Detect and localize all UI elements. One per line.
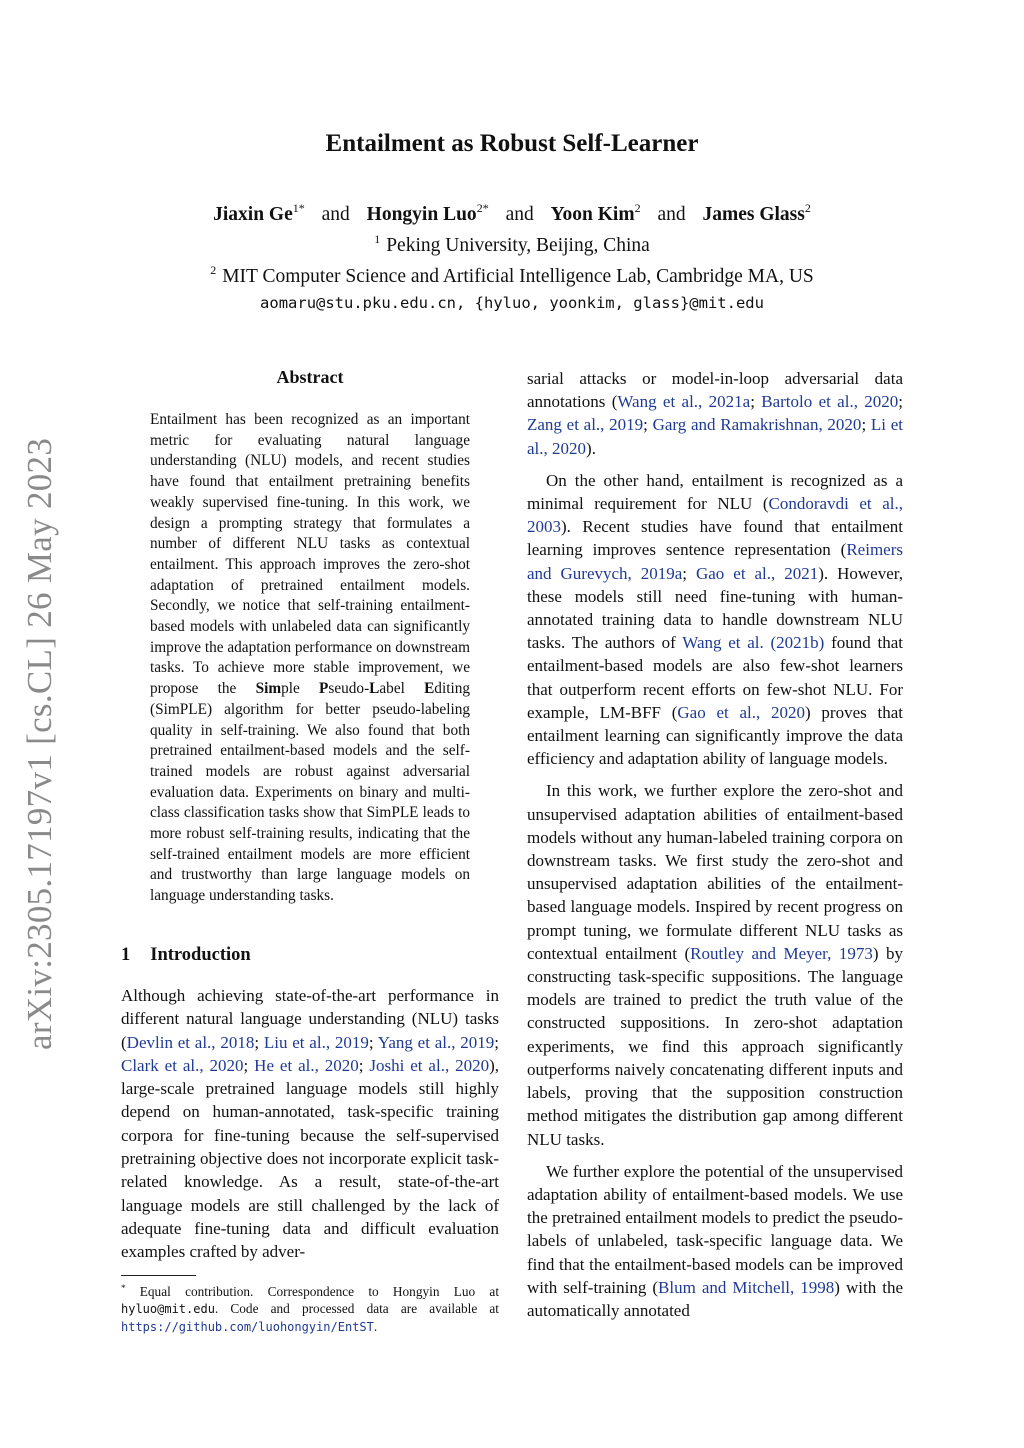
separator: ; xyxy=(898,392,904,412)
abstract-text: Entailment has been recognized as an important metric for evaluating natural language understanding (NLU) models, and recent studies have found that entailment pretraining benefits weakly supervised fine-tuning. In this work, we design a prompting strategy that formulates a number of different NLU tasks as contextual entailment. This approach improves the zero-shot adaptation of pretrained entailment models. Secondly, we notice that self-training entailment-based models with unlabeled data can significantly improve the adaptation performance on downstream tasks. To achieve more stable improvement, we propose the xyxy=(150,411,470,698)
author-mark: 2 xyxy=(804,201,811,215)
citation-link[interactable]: He et al., 2020 xyxy=(254,1055,359,1075)
author-emails: aomaru@stu.pku.edu.cn, {hyluo, yoonkim, glass}@mit.edu xyxy=(260,294,764,312)
separator: ; xyxy=(750,392,762,412)
body-text: Although achieving state-of-the-art performance in different natural language understanding (NLU) tasks ( xyxy=(121,986,499,1052)
acronym-letters: E xyxy=(424,680,435,698)
title-block xyxy=(0,130,1024,315)
body-text: ) by constructing task-specific suppositions. The language models are trained to predict the truth value of the constructed suppositions. In zero-shot adaptation experiments, we find this approach significantly outperforms naively concatenating different inputs and labels, proving that the supposition construction method mitigates the distribution gap among different NLU tasks. xyxy=(527,943,903,1149)
separator: ; xyxy=(861,415,871,435)
footnote-mark: * xyxy=(121,1283,126,1293)
author-mark: 2 xyxy=(634,201,641,215)
abstract-body xyxy=(150,410,470,907)
footnote-text: . Code and processed data are available at xyxy=(214,1301,499,1316)
author-name: James Glass xyxy=(702,204,805,225)
body-text: In this work, we further explore the zero-shot and unsupervised adaptation abilities of entailment-based models without any human-labeled training corpora on downstream tasks. We first study the zero-shot and unsupervised adaptation abilities of the entailment-based language models. Inspired by recent progress on prompt tuning, we formulate different NLU tasks as contextual entailment ( xyxy=(527,781,903,963)
acronym-rest: diting xyxy=(434,680,470,698)
footnote-text: Equal contribution. Correspondence to Hongyin Luo at xyxy=(139,1284,500,1299)
intro-left-column xyxy=(121,984,499,1264)
citation-link[interactable]: Li et al., 2020 xyxy=(527,415,903,458)
citation-link[interactable]: Garg and Ramakrishnan, 2020 xyxy=(652,415,862,435)
section-title: Introduction xyxy=(150,945,251,965)
citation-link[interactable]: Clark et al., 2020 xyxy=(121,1055,244,1075)
body-text: We further explore the potential of the unsupervised adaptation ability of entailment-based models. We use the pretrained entailment models to predict the pseudo-labels of unlabeled, task-specific language data. We find that the entailment-based models can be improved with self-training ( xyxy=(527,1161,903,1297)
footnote-email: hyluo@mit.edu xyxy=(121,1302,215,1316)
paragraph xyxy=(527,1160,903,1322)
arxiv-sidebar-stamp: arXiv:2305.17197v1 [cs.CL] 26 May 2023 xyxy=(20,437,59,1050)
paragraph xyxy=(121,984,499,1264)
intro-right-column xyxy=(527,367,903,1331)
paper-title: Entailment as Robust Self-Learner xyxy=(325,130,699,157)
author-separator: and xyxy=(657,204,686,225)
separator: ; xyxy=(643,415,653,435)
footnote xyxy=(121,1280,499,1336)
citation-link[interactable]: Devlin et al., 2018 xyxy=(126,1032,255,1052)
body-text: ). Recent studies have found that entailment learning improves sentence representation ( xyxy=(527,517,903,560)
separator: ; xyxy=(358,1055,370,1075)
abstract-heading: Abstract xyxy=(276,367,344,387)
citation-link[interactable]: Liu et al., 2019 xyxy=(263,1032,369,1052)
citation-link[interactable]: Zang et al., 2019 xyxy=(527,415,644,435)
body-text: ). However, these models still need fine-tuning with human-annotated training data to handle downstream NLU tasks. The authors of xyxy=(527,563,903,653)
separator: ; xyxy=(254,1032,264,1052)
citation-link[interactable]: Wang et al. (2021b) xyxy=(682,633,825,653)
affiliation-text: Peking University, Beijing, China xyxy=(386,235,650,256)
citation-link[interactable]: Gao et al., 2020 xyxy=(677,702,806,722)
separator: ; xyxy=(682,563,696,583)
acronym-rest: ple xyxy=(281,680,320,698)
body-text: ), large-scale pretrained language models still highly depend on human-annotated, task-specific training corpora for fine-tuning because the self-supervised pretraining objective does not incorporate explicit task-related knowledge. As a result, state-of-the-art language models are still challenged by the lack of adequate fine-tuning data and difficult evaluation examples crafted by adver- xyxy=(121,1055,500,1262)
citation-link[interactable]: Joshi et al., 2020 xyxy=(369,1055,490,1075)
paragraph xyxy=(527,469,903,771)
body-text: ) with the automatically annotated xyxy=(527,1277,904,1320)
affiliation xyxy=(0,258,1024,289)
author-separator: and xyxy=(321,204,350,225)
author-mark: 2* xyxy=(476,201,489,215)
acronym-rest: seudo- xyxy=(328,680,370,698)
citation-link[interactable]: Bartolo et al., 2020 xyxy=(761,392,899,412)
citation-link[interactable]: Blum and Mitchell, 1998 xyxy=(658,1277,835,1297)
footnote-text: . xyxy=(373,1319,378,1334)
body-text: On the other hand, entailment is recognized as a minimal requirement for NLU ( xyxy=(527,470,903,514)
citation-link[interactable]: Condoravdi et al., 2003 xyxy=(527,494,903,537)
separator: ; xyxy=(368,1032,378,1052)
author-list xyxy=(0,196,1024,227)
abstract-text: (SimPLE) algorithm for better pseudo-labeling quality in self-training. We also found that both pretrained entailment-based models and the self-trained models are robust against adversarial evaluation data. Experiments on binary and multi-class classification tasks show that SimPLE leads to more robust self-training results, indicating that the self-trained entailment models are more efficient and trustworthy than large language models on language understanding tasks. xyxy=(150,700,470,905)
body-text: sarial attacks or model-in-loop adversarial data annotations ( xyxy=(527,369,903,412)
citation-link[interactable]: Reimers and Gurevych, 2019a xyxy=(527,540,903,583)
body-text: found that entailment-based models are also few-shot learners that outperform recent efforts on few-shot NLU. For example, LM-BFF ( xyxy=(527,633,904,722)
paragraph xyxy=(527,779,903,1150)
acronym-letters: L xyxy=(369,680,380,698)
separator: ; xyxy=(243,1055,255,1075)
footnote-divider xyxy=(121,1275,196,1276)
section-heading-introduction xyxy=(121,945,251,966)
separator: ; xyxy=(494,1032,499,1052)
citation-link[interactable]: Wang et al., 2021a xyxy=(617,392,751,412)
acronym-letters: P xyxy=(319,680,329,698)
affiliation xyxy=(0,227,1024,258)
author-name: Yoon Kim xyxy=(550,204,635,225)
body-text: ) proves that entailment learning can significantly improve the data efficiency and adaptation ability of language models. xyxy=(527,702,903,769)
author-name: Hongyin Luo xyxy=(366,204,477,225)
author-separator: and xyxy=(505,204,534,225)
affiliation-mark: 2 xyxy=(210,263,217,277)
acronym-rest: abel xyxy=(379,680,425,698)
code-url-link[interactable]: https://github.com/luohongyin/EntST xyxy=(121,1320,374,1334)
author-name: Jiaxin Ge xyxy=(213,204,293,225)
section-number: 1 xyxy=(121,945,131,965)
citation-link[interactable]: Gao et al., 2021 xyxy=(695,563,819,583)
author-mark: 1* xyxy=(292,201,305,215)
citation-link[interactable]: Yang et al., 2019 xyxy=(377,1032,495,1052)
body-text: ). xyxy=(586,438,596,458)
citation-link[interactable]: Routley and Meyer, 1973 xyxy=(690,943,873,963)
acronym-letters: Sim xyxy=(255,680,282,698)
affiliation-mark: 1 xyxy=(374,232,381,246)
affiliation-text: MIT Computer Science and Artificial Intelligence Lab, Cambridge MA, US xyxy=(222,266,814,287)
paragraph xyxy=(527,367,903,460)
